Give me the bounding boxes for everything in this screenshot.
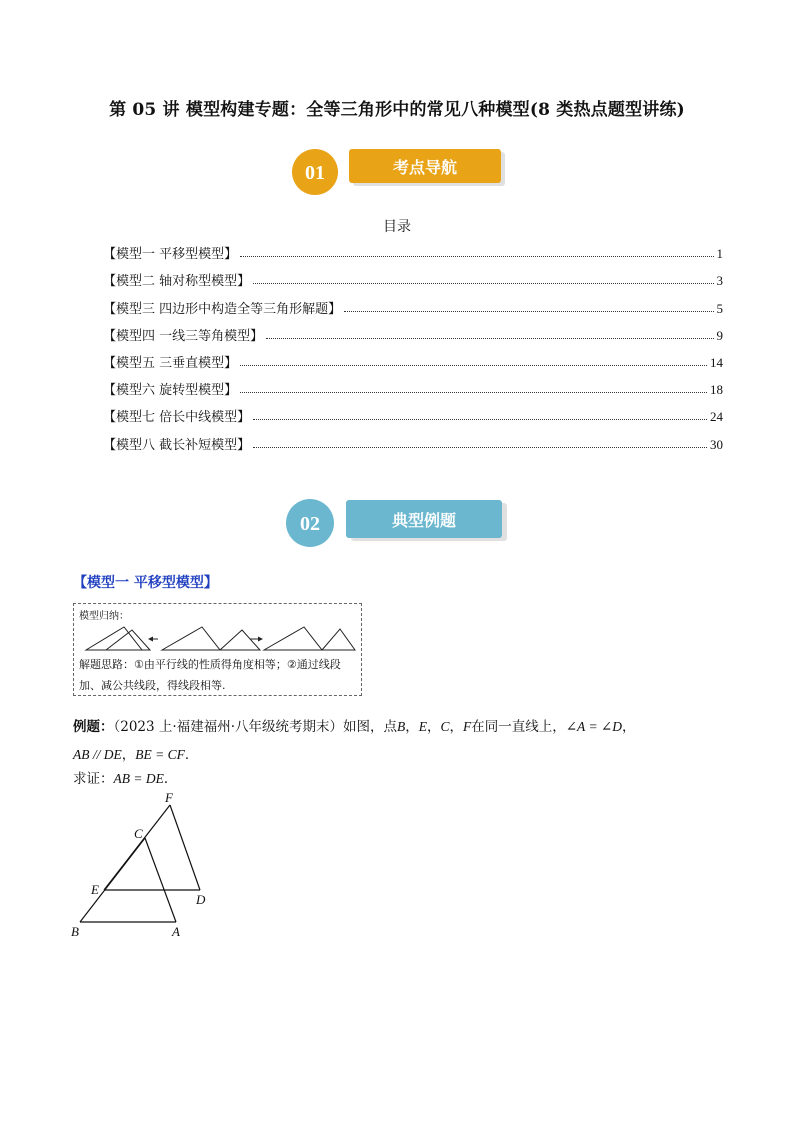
toc-item-page: 14 bbox=[710, 355, 723, 370]
example-text: 在同一直线上， bbox=[471, 719, 566, 735]
page-title: 第 05 讲 模型构建专题：全等三角形中的常见八种模型(8 类热点题型讲练) bbox=[109, 100, 685, 120]
section-heading: 【模型一 平移型模型】 bbox=[73, 575, 218, 591]
math-expression: ∠A = ∠D bbox=[565, 719, 622, 734]
toc-leader bbox=[344, 311, 713, 312]
toc-item-page: 5 bbox=[716, 301, 723, 316]
toc-item[interactable] bbox=[103, 297, 723, 317]
toc-item-label: 【模型三 四边形中构造全等三角形解题】 bbox=[103, 302, 342, 317]
model-box-label: 模型归纳： bbox=[79, 611, 129, 622]
toc-item-label: 【模型七 倍长中线模型】 bbox=[103, 410, 251, 425]
figure-label-f: F bbox=[165, 790, 173, 805]
toc-item-page: 18 bbox=[710, 382, 723, 397]
toc-item-label: 【模型五 三垂直模型】 bbox=[103, 356, 238, 371]
example-text: ， bbox=[622, 719, 636, 735]
toc-item-page: 1 bbox=[716, 246, 723, 261]
toc-item-label: 【模型四 一线三等角模型】 bbox=[103, 329, 264, 344]
section-badge-01 bbox=[285, 148, 510, 198]
geometry-figure bbox=[68, 790, 218, 950]
toc-item[interactable] bbox=[103, 351, 723, 371]
figure-label-c: C bbox=[134, 826, 143, 841]
badge-label: 典型例题 bbox=[391, 511, 457, 530]
badge-number: 01 bbox=[305, 162, 325, 184]
example-lead: 例题： bbox=[73, 719, 114, 735]
toc-item[interactable] bbox=[103, 269, 723, 289]
example-text: ， bbox=[426, 719, 441, 735]
figure-label-a: A bbox=[172, 924, 180, 939]
section-badge-02 bbox=[283, 497, 511, 549]
proof-end: ． bbox=[163, 771, 178, 787]
toc-item-label: 【模型一 平移型模型】 bbox=[103, 247, 238, 262]
example-text: ， bbox=[121, 747, 136, 763]
toc-item-page: 24 bbox=[710, 409, 723, 424]
proof-statement bbox=[73, 767, 177, 787]
math-expression: AB // DE bbox=[73, 747, 122, 762]
model-box-description: 解题思路：①由平行线的性质得角度相等；②通过线段加、减公共线段，得线段相等. bbox=[79, 658, 341, 692]
point-label: B bbox=[396, 719, 406, 734]
toc-item[interactable] bbox=[103, 433, 723, 453]
figure-label-d: D bbox=[196, 892, 206, 907]
toc-item-label: 【模型八 截长补短模型】 bbox=[103, 438, 251, 453]
example-problem bbox=[73, 713, 723, 769]
toc-item-page: 3 bbox=[716, 273, 723, 288]
example-text: ， bbox=[405, 719, 419, 735]
translation-model-diagram bbox=[74, 622, 361, 654]
toc-leader bbox=[266, 338, 713, 339]
toc-heading: 目录 bbox=[383, 219, 411, 235]
toc-item-page: 9 bbox=[716, 328, 723, 343]
figure-label-b: B bbox=[71, 924, 79, 939]
toc-leader bbox=[253, 419, 707, 420]
toc-leader bbox=[240, 392, 707, 393]
math-expression: BE = CF bbox=[135, 747, 185, 762]
point-label: F bbox=[463, 719, 472, 734]
toc-leader bbox=[253, 447, 707, 448]
toc-item-page: 30 bbox=[710, 437, 723, 452]
badge-number: 02 bbox=[300, 513, 320, 535]
proof-label: 求证： bbox=[73, 771, 114, 787]
badge-label: 考点导航 bbox=[392, 158, 458, 177]
toc-leader bbox=[240, 365, 707, 366]
figure-label-e: E bbox=[91, 882, 99, 897]
model-summary-box bbox=[73, 603, 362, 696]
toc-leader bbox=[240, 256, 713, 257]
point-label: E bbox=[418, 719, 427, 734]
toc-leader bbox=[253, 283, 713, 284]
toc-item-label: 【模型六 旋转型模型】 bbox=[103, 383, 238, 398]
toc-item-label: 【模型二 轴对称型模型】 bbox=[103, 274, 251, 289]
example-text: （2023 上·福建福州·八年级统考期末）如图，点 bbox=[113, 719, 397, 735]
toc-item[interactable] bbox=[103, 378, 723, 398]
point-label: C bbox=[440, 719, 450, 734]
toc-item[interactable] bbox=[103, 405, 723, 425]
toc-item[interactable] bbox=[103, 242, 723, 262]
toc-item[interactable] bbox=[103, 324, 723, 344]
math-expression: AB = DE bbox=[113, 771, 164, 786]
example-text: ． bbox=[184, 747, 199, 763]
example-text: ， bbox=[449, 719, 463, 735]
